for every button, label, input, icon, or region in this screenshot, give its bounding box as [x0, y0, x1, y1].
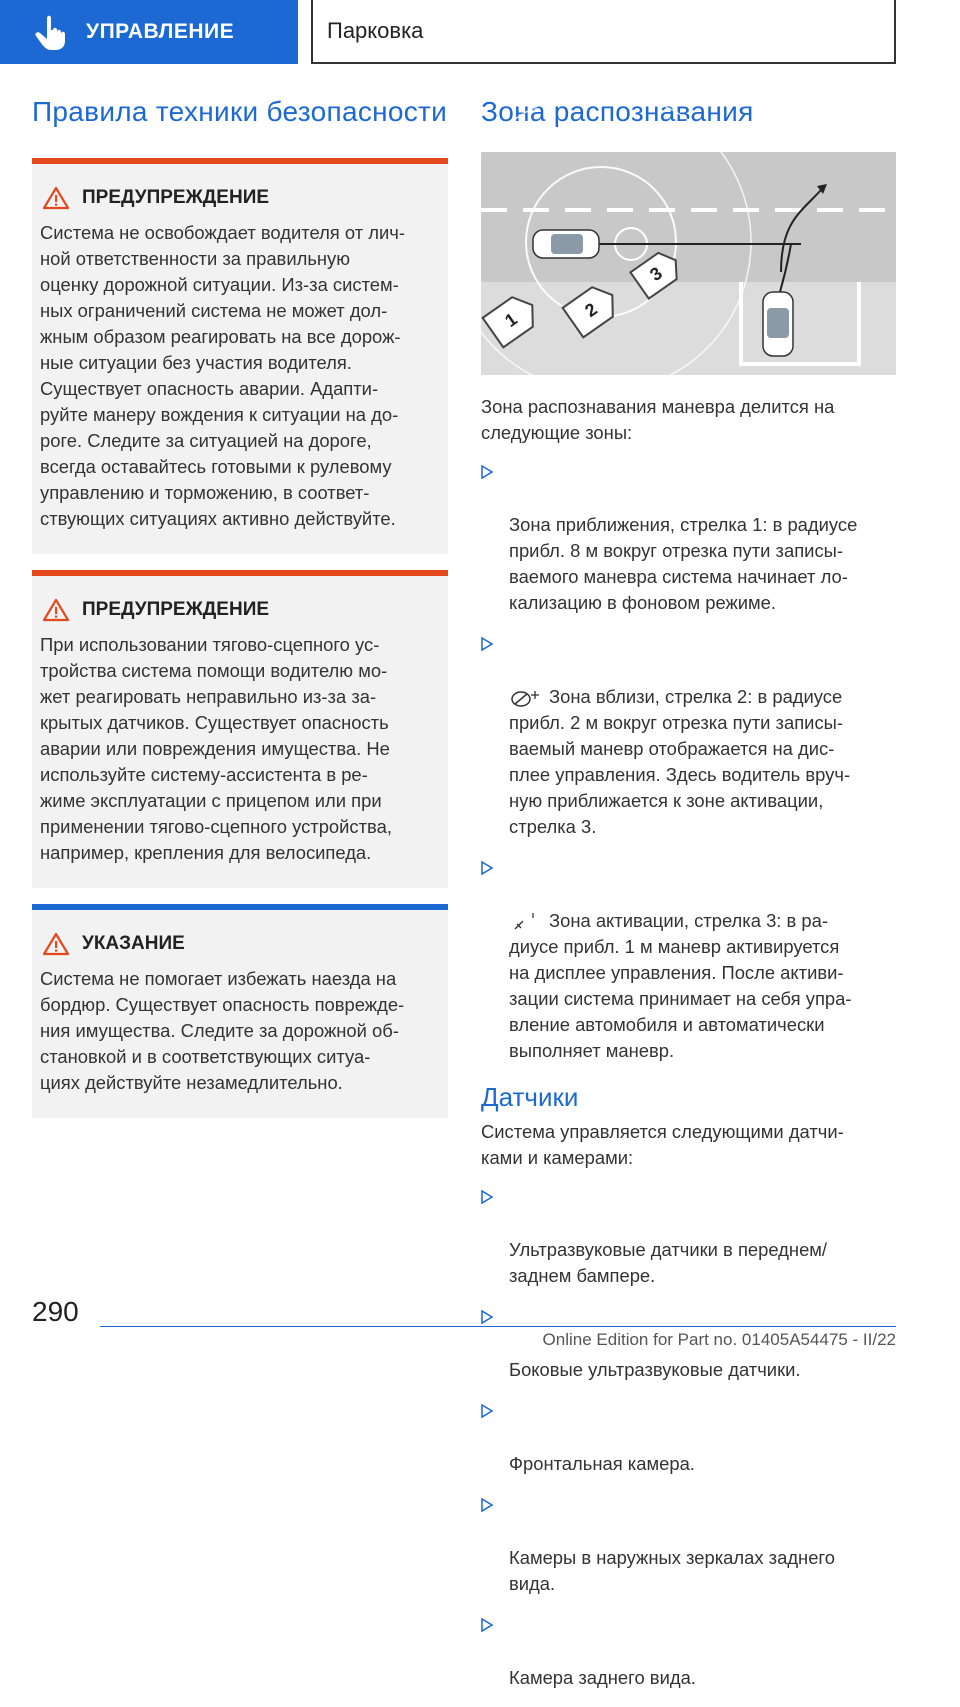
triangle-bullet-icon: [481, 1618, 493, 1632]
list-item: [481, 632, 896, 840]
list-item: Боковые ультразвуковые датчики.: [481, 1305, 896, 1383]
chapter-label: Парковка: [327, 18, 424, 43]
list-item: Фронтальная камера.: [481, 1399, 896, 1477]
note-text: Система не помогает избежать наезда на бордюр. Существует опасность поврежде- ния имущества. Следите за дорожной об- становкой и в соответствующих ситуа- циях действуйте незамедлительно.: [40, 968, 405, 1093]
section-label: УПРАВЛЕНИЕ: [86, 20, 235, 43]
zones-list: [481, 460, 896, 1064]
warning-text: При использовании тягово-сцепного ус- тройства система помощи водителю мо- жет реагировать неправильно из-за за- крытых датчиков. Существует опасность аварии или повреждения имущества. Не используйте систему-ассистента в ре- жиме эксплуатации с прицепом или при применении тягово-сцепного устройства, например, крепления для велосипеда.: [40, 634, 392, 863]
detection-zone-title: Зона распознавания: [481, 96, 754, 127]
footer-divider: [100, 1326, 896, 1327]
note-title: УКАЗАНИЕ: [82, 933, 185, 954]
triangle-bullet-icon: [481, 861, 493, 875]
list-item: [481, 460, 896, 616]
edition-text: Online Edition for Part no. 01405A54475 - II/22: [542, 1330, 896, 1349]
arrow-label-3: 3: [646, 262, 666, 286]
safety-title: Правила техники безопасности: [32, 96, 448, 127]
triangle-bullet-icon: [481, 1310, 493, 1324]
triangle-bullet-icon: [481, 637, 493, 651]
warning-title: ПРЕДУПРЕЖДЕНИЕ: [82, 187, 270, 208]
list-item: Ультразвуковые датчики в переднем/ заднем бампере.: [481, 1185, 896, 1289]
warning-triangle-icon: [42, 186, 70, 210]
zones-intro: Зона распознавания маневра делится на следующие зоны:: [481, 396, 835, 443]
zone-near-text: Зона вблизи, стрелка 2: в радиусе прибл. 2 м вокруг отрезка пути записы- ваемый маневр отображается на дис- плее управления. Здесь водитель вруч- ную приближается к зоне активации, стрелка 3.: [509, 686, 851, 837]
warning-title: ПРЕДУПРЕЖДЕНИЕ: [82, 599, 270, 620]
note-box: [32, 904, 448, 1118]
list-item: Камера заднего вида.: [481, 1613, 896, 1691]
maneuver-activation-icon: [509, 911, 541, 933]
right-column: [481, 96, 896, 1707]
zone-activation-text: Зона активации, стрелка 3: в ра- диусе прибл. 1 м маневр активируется на дисплее управления. После активи- зации система принимает на себя упра- вление автомобиля и автоматически выполняет маневр.: [509, 910, 852, 1061]
detection-zone-diagram: [481, 152, 896, 375]
page-number: 290: [32, 1296, 79, 1327]
warning-text: Система не освобождает водителя от лич- ной ответственности за правильную оценку дорожной ситуации. Из-за систем- ных ограничений система не может дол- жным образом реагировать на все дорож- ные ситуации без участия водителя. Существует опасность аварии. Адапти- руйте манеру вождения к ситуации на до- роге. Следите за ситуацией на дороге, всегда оставайтесь готовыми к рулевому управлению и торможению, в соответ- ствующих ситуациях активно действуйте.: [40, 222, 405, 529]
triangle-bullet-icon: [481, 465, 493, 479]
hand-pointer-icon: [28, 10, 72, 54]
parking-assistant-icon: [509, 687, 541, 709]
warning-box-1: [32, 158, 448, 554]
car-moving: [533, 230, 599, 258]
sensors-list: [481, 1185, 896, 1691]
arrow-label-1: 1: [501, 308, 521, 332]
triangle-bullet-icon: [481, 1404, 493, 1418]
arrow-label-2: 2: [581, 298, 601, 322]
section-tab: [0, 0, 298, 64]
sensors-title: Датчики: [481, 1082, 579, 1112]
chapter-header: [311, 0, 896, 64]
warning-box-2: [32, 570, 448, 888]
left-column: [32, 96, 448, 1132]
warning-triangle-icon: [42, 598, 70, 622]
triangle-bullet-icon: [481, 1190, 493, 1204]
list-item: Камеры в наружных зеркалах заднего вида.: [481, 1493, 896, 1597]
warning-triangle-icon: [42, 932, 70, 956]
triangle-bullet-icon: [481, 1498, 493, 1512]
sensors-intro: Система управляется следующими датчи- ками и камерами:: [481, 1121, 844, 1168]
list-item: [481, 856, 896, 1064]
zone-approach-text: Зона приближения, стрелка 1: в радиусе прибл. 8 м вокруг отрезка пути записы- ваемого маневра система начинает ло- кализацию в фоновом режиме.: [509, 514, 858, 613]
car-parked: [763, 292, 793, 356]
